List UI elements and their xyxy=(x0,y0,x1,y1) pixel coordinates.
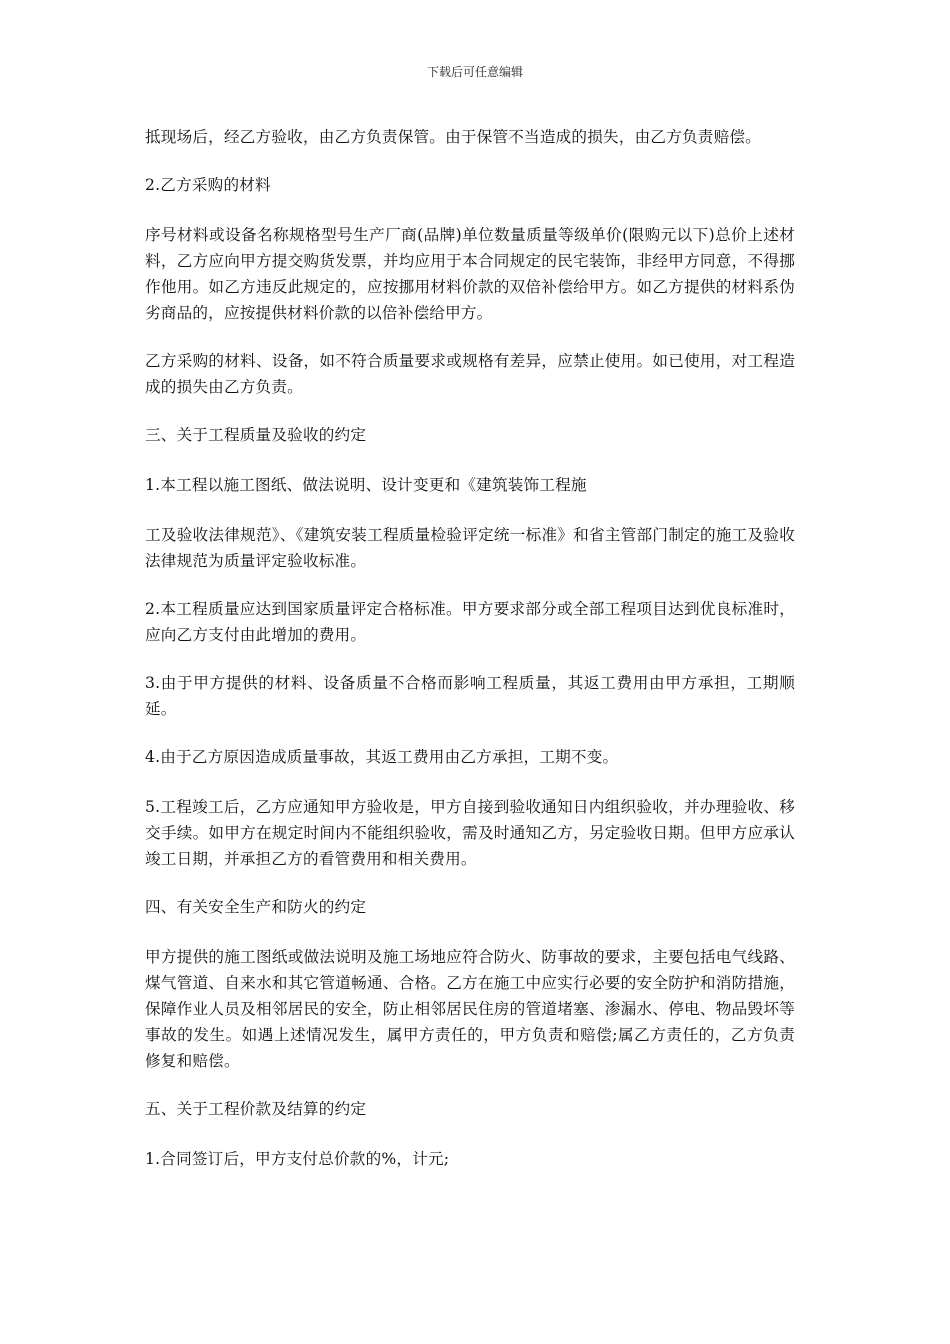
paragraph-material-quality: 乙方采购的材料、设备，如不符合质量要求或规格有差异，应禁止使用。如已使用，对工程造成的损失由乙方负责。 xyxy=(145,352,795,396)
paragraph-clause-3-3: 3.由于甲方提供的材料、设备质量不合格而影响工程质量，其返工费用由甲方承担，工期顺延。 xyxy=(145,674,795,718)
section-heading-quality-acceptance: 三、关于工程质量及验收的约定 xyxy=(145,426,367,444)
paragraph-clause-3-1-continued: 工及验收法律规范》、《建筑安装工程质量检验评定统一标准》和省主管部门制定的施工及验收法律规范为质量评定验收标准。 xyxy=(145,526,795,570)
paragraph-clause-3-4: 4.由于乙方原因造成质量事故，其返工费用由乙方承担，工期不变。 xyxy=(145,748,619,766)
paragraph-material-list-terms: 序号材料或设备名称规格型号生产厂商(品牌)单位数量质量等级单价(限购元以下)总价上述材料，乙方应向甲方提交购货发票，并均应用于本合同规定的民宅装饰，非经甲方同意，不得挪作他用。如乙方违反此规定的，应按挪用材料价款的双倍补偿给甲方。如乙方提供的材料系伪劣商品的，应按提供材料价款的以倍补偿给甲方。 xyxy=(145,226,795,322)
page-header-note: 下载后可任意编辑 xyxy=(426,65,523,79)
paragraph-clause-3-1-start: 1.本工程以施工图纸、做法说明、设计变更和《建筑装饰工程施 xyxy=(145,476,587,494)
section-heading-safety-fire: 四、有关安全生产和防火的约定 xyxy=(145,898,367,916)
paragraph-custody-liability: 抵现场后，经乙方验收，由乙方负责保管。由于保管不当造成的损失，由乙方负责赔偿。 xyxy=(145,128,761,146)
subheading-party-b-materials: 2.乙方采购的材料 xyxy=(145,176,271,194)
paragraph-clause-5-1: 1.合同签订后，甲方支付总价款的%，计元; xyxy=(145,1150,450,1168)
paragraph-safety-requirements: 甲方提供的施工图纸或做法说明及施工场地应符合防火、防事故的要求，主要包括电气线路、煤气管道、自来水和其它管道畅通、合格。乙方在施工中应实行必要的安全防护和消防措施，保障作业人员及相邻居民的安全，防止相邻居民住房的管道堵塞、渗漏水、停电、物品毁坏等事故的发生。如遇上述情况发生，属甲方责任的，甲方负责和赔偿;属乙方责任的，乙方负责修复和赔偿。 xyxy=(145,948,795,1070)
paragraph-clause-3-2: 2.本工程质量应达到国家质量评定合格标准。甲方要求部分或全部工程项目达到优良标准时，应向乙方支付由此增加的费用。 xyxy=(145,600,795,644)
document-body xyxy=(145,124,795,1194)
paragraph-clause-3-5: 5.工程竣工后，乙方应通知甲方验收是，甲方自接到验收通知日内组织验收，并办理验收、移交手续。如甲方在规定时间内不能组织验收，需及时通知乙方，另定验收日期。但甲方应承认竣工日期，并承担乙方的看管费用和相关费用。 xyxy=(145,798,795,868)
section-heading-price-settlement: 五、关于工程价款及结算的约定 xyxy=(145,1100,367,1118)
